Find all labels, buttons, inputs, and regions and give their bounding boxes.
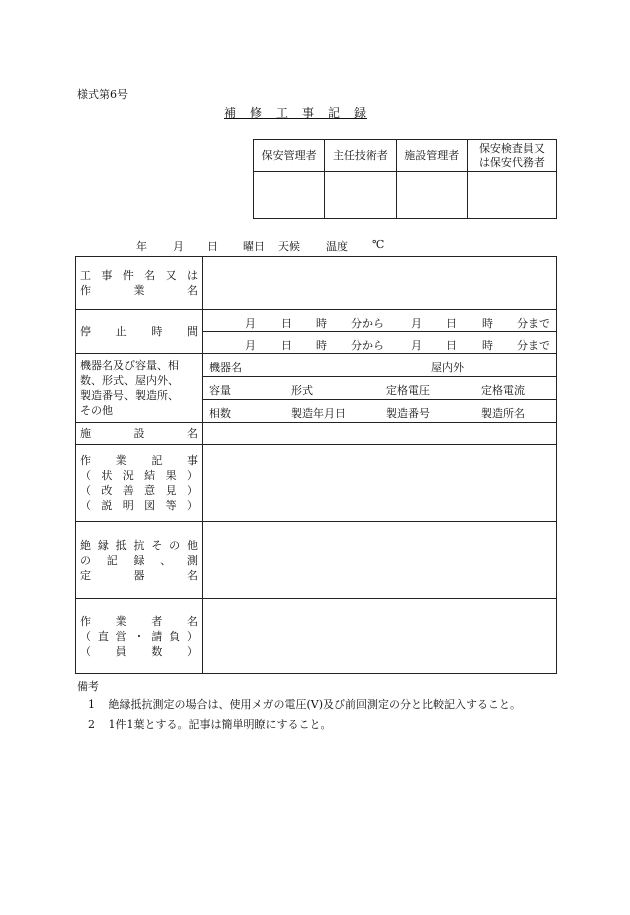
equipment-rating-field[interactable]: 容量 形式 定格電圧 定格電流 xyxy=(203,377,557,400)
facility-label: 施 設 名 xyxy=(76,423,203,445)
remark-number: 1 xyxy=(88,698,95,711)
stop-time-field[interactable]: 月 日 時 分から 月 日 時 分まで xyxy=(203,332,557,354)
approval-header-chief-engineer: 主任技術者 xyxy=(325,140,396,172)
month-label: 月 xyxy=(173,240,184,253)
insulation-field[interactable] xyxy=(203,522,557,599)
equipment-name-field[interactable]: 機器名 屋内外 xyxy=(203,354,557,377)
page-title: 補 修 工 事 記 録 xyxy=(224,106,368,120)
year-label: 年 xyxy=(136,240,147,253)
table-row xyxy=(76,257,557,310)
work-name-field[interactable] xyxy=(203,257,557,310)
record-table xyxy=(75,256,557,674)
work-record-label: 作 業 記 事 （ 状 況 結 果 ） （ 改 善 意 見 ） （ 説 明 図 等 ） xyxy=(76,445,203,522)
stop-time-field[interactable]: 月 日 時 分から 月 日 時 分まで xyxy=(203,310,557,332)
remark-text: 絶縁抵抗測定の場合は、使用メガの電圧(V)及び前回測定の分と比較記入すること。 xyxy=(108,698,522,711)
day-label: 日 xyxy=(207,240,218,253)
insulation-label: 絶 縁 抵 抗 そ の 他 の 記 録 、 測 定 器 名 xyxy=(76,522,203,599)
table-row xyxy=(76,423,557,445)
equipment-manufacture-field[interactable]: 相数 製造年月日 製造番号 製造所名 xyxy=(203,400,557,423)
approval-stamp-box[interactable] xyxy=(396,172,467,219)
form-number: 様式第6号 xyxy=(77,88,128,101)
weather-label: 天候 xyxy=(278,240,300,253)
temperature-unit: ℃ xyxy=(372,238,385,251)
approval-header-facility-manager: 施設管理者 xyxy=(396,140,467,172)
table-row xyxy=(76,599,557,674)
work-name-label: 工 事 件 名 又 は 作 業 名 xyxy=(76,257,203,310)
temperature-label: 温度 xyxy=(326,240,348,253)
workers-field[interactable] xyxy=(203,599,557,674)
approval-table xyxy=(253,139,557,219)
table-row xyxy=(76,522,557,599)
remark-item xyxy=(88,696,521,712)
remark-number: 2 xyxy=(88,718,95,731)
table-row xyxy=(76,445,557,522)
equipment-label: 機器名及び容量、相 数、形式、屋内外、 製造番号、製造所、 その他 xyxy=(76,354,203,423)
approval-stamp-box[interactable] xyxy=(254,172,325,219)
stop-time-label: 停 止 時 間 xyxy=(76,310,203,354)
remark-item xyxy=(88,716,332,732)
approval-stamp-box[interactable] xyxy=(467,172,556,219)
table-row xyxy=(76,310,557,332)
approval-header-security-manager: 保安管理者 xyxy=(254,140,325,172)
approval-stamp-box[interactable] xyxy=(325,172,396,219)
remark-text: 1件1葉とする。記事は簡単明瞭にすること。 xyxy=(108,718,332,731)
remarks-heading: 備考 xyxy=(77,680,99,693)
facility-field[interactable] xyxy=(203,423,557,445)
workers-label: 作 業 者 名 （ 直 営 ・ 請 負 ） （ 員 数 ） xyxy=(76,599,203,674)
work-record-field[interactable] xyxy=(203,445,557,522)
approval-header-inspector: 保安検査員又 は保安代務者 xyxy=(467,140,556,172)
table-row xyxy=(76,354,557,377)
weekday-label: 曜日 xyxy=(243,240,265,253)
